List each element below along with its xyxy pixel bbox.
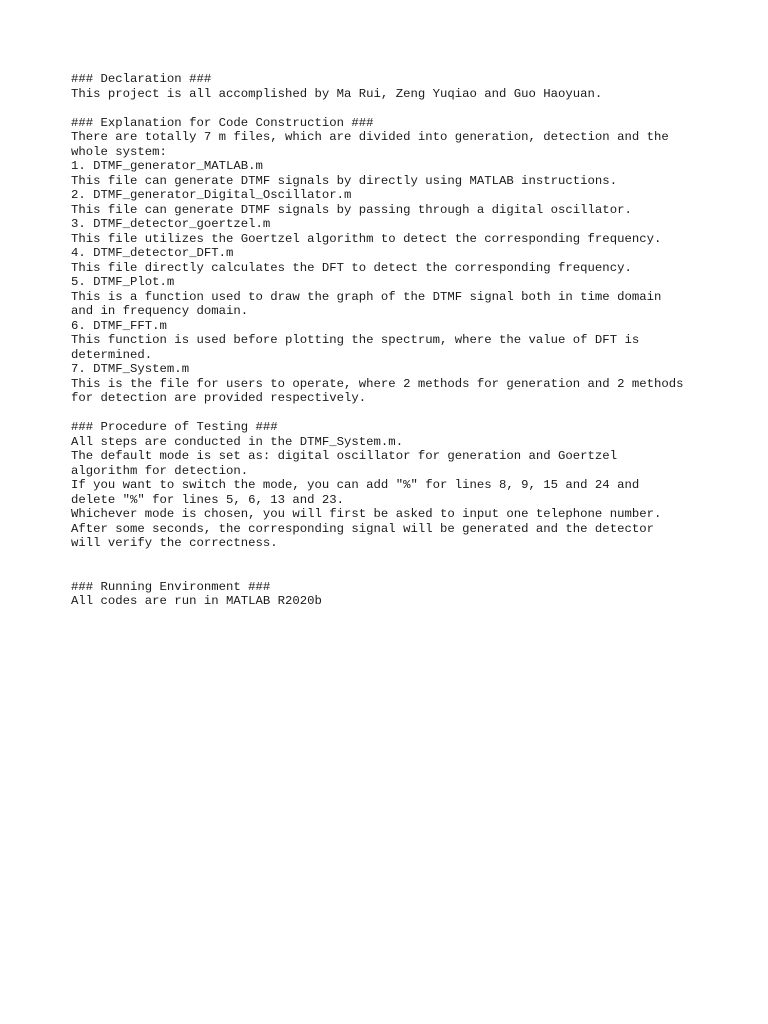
file-name-line: 1. DTMF_generator_MATLAB.m <box>71 159 263 173</box>
text-line: will verify the correctness. <box>71 536 278 550</box>
text-line: delete "%" for lines 5, 6, 13 and 23. <box>71 492 345 507</box>
blank-line <box>71 101 751 116</box>
text-line: This file utilizes the Goertzel algorithm to detect the corresponding frequency. <box>71 231 662 246</box>
section-procedure-of-testing <box>71 420 751 551</box>
section-code-construction <box>71 116 751 406</box>
text-line: There are totally 7 m files, which are divided into generation, detection and the <box>71 130 669 144</box>
text-line: and in frequency domain. <box>71 304 249 318</box>
text-line: determined. <box>71 347 153 362</box>
file-name-line: 6. DTMF_FFT.m <box>71 318 167 333</box>
text-line: If you want to switch the mode, you can add "%" for lines 8, 9, 15 and 24 and <box>71 478 640 492</box>
text-line: This is the file for users to operate, where 2 methods for generation and 2 methods <box>71 376 684 391</box>
file-name-line: 3. DTMF_detector_goertzel.m <box>71 217 271 231</box>
section-heading: ### Explanation for Code Construction ### <box>71 115 374 130</box>
blank-line <box>71 406 751 421</box>
text-line: This file directly calculates the DFT to detect the corresponding frequency. <box>71 260 632 275</box>
file-name-line: 4. DTMF_detector_DFT.m <box>71 246 234 260</box>
section-running-environment <box>71 580 751 609</box>
text-line: Whichever mode is chosen, you will first be asked to input one telephone number. <box>71 507 662 521</box>
blank-line <box>71 551 751 566</box>
section-heading: ### Declaration ### <box>71 72 212 86</box>
text-line: All codes are run in MATLAB R2020b <box>71 594 322 608</box>
file-name-line: 2. DTMF_generator_Digital_Oscillator.m <box>71 188 352 202</box>
text-line: This project is all accomplished by Ma Rui, Zeng Yuqiao and Guo Haoyuan. <box>71 86 603 101</box>
file-name-line: 7. DTMF_System.m <box>71 362 190 376</box>
text-line: This function is used before plotting the spectrum, where the value of DFT is <box>71 333 640 347</box>
text-line: algorithm for detection. <box>71 463 249 478</box>
text-line: After some seconds, the corresponding signal will be generated and the detector <box>71 521 654 536</box>
text-line: The default mode is set as: digital oscillator for generation and Goertzel <box>71 449 618 463</box>
document-page <box>71 72 751 609</box>
text-line: whole system: <box>71 144 167 159</box>
text-line: All steps are conducted in the DTMF_System.m. <box>71 434 404 449</box>
text-line: This is a function used to draw the graph of the DTMF signal both in time domain <box>71 289 662 304</box>
file-name-line: 5. DTMF_Plot.m <box>71 275 175 289</box>
blank-line <box>71 565 751 580</box>
section-heading: ### Running Environment ### <box>71 579 271 594</box>
text-line: This file can generate DTMF signals by directly using MATLAB instructions. <box>71 173 618 188</box>
section-heading: ### Procedure of Testing ### <box>71 420 278 434</box>
section-declaration <box>71 72 751 101</box>
text-line: This file can generate DTMF signals by passing through a digital oscillator. <box>71 202 632 217</box>
text-line: for detection are provided respectively. <box>71 391 367 405</box>
